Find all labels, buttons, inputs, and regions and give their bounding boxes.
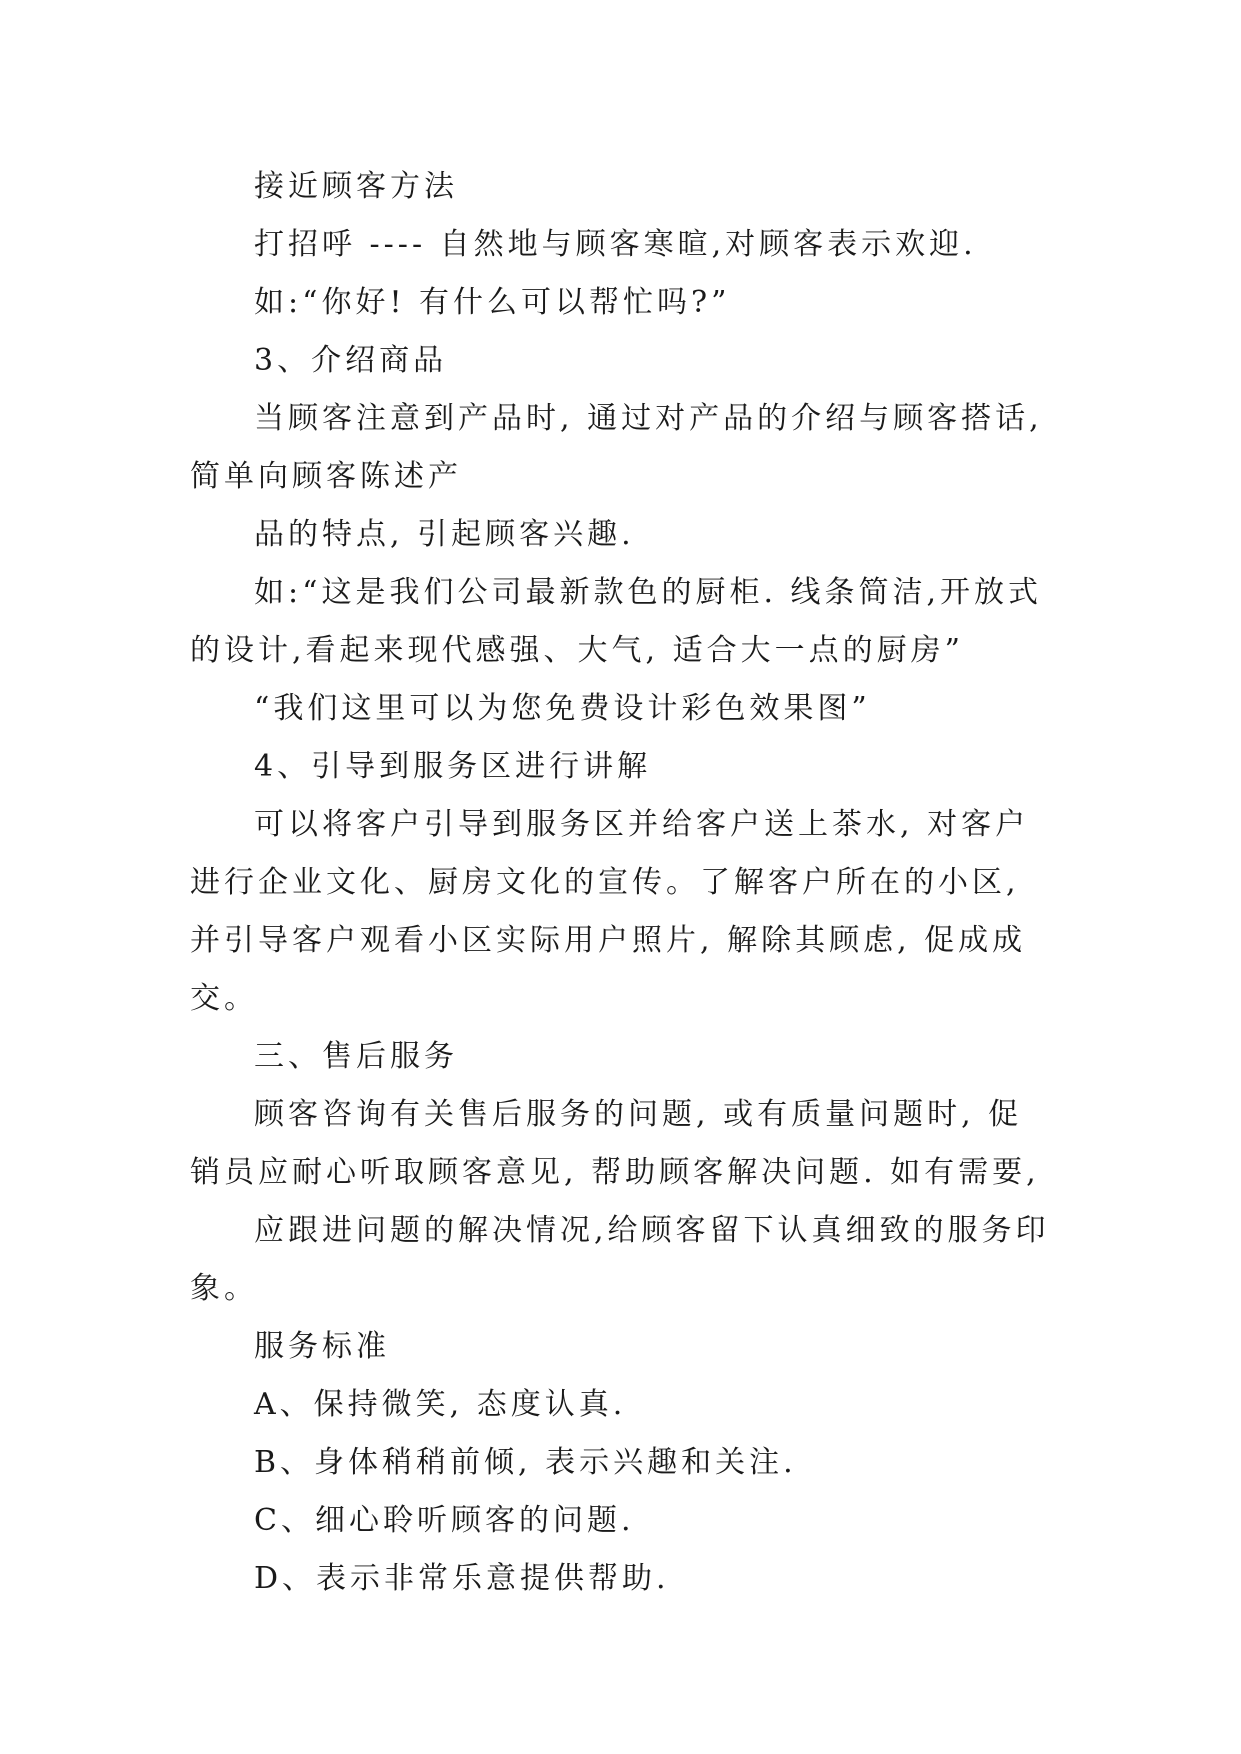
section-heading-after-sales: 三、售后服务 <box>254 1039 458 1074</box>
paragraph-approach-heading: 接近顾客方法 <box>254 169 458 204</box>
section-heading-service-standards: 服务标准 <box>254 1329 390 1364</box>
paragraph-greeting-example: 如:“你好! 有什么可以帮忙吗?” <box>254 285 731 320</box>
list-item-standard-b: B、身体稍稍前倾, 表示兴趣和关注. <box>254 1445 797 1480</box>
paragraph-introduce-product: 当顾客注意到产品时, 通过对产品的介绍与顾客搭话, 简单向顾客陈述产 <box>190 401 1057 494</box>
paragraph-follow-up: 应跟进问题的解决情况,给顾客留下认真细致的服务印象。 <box>190 1213 1050 1306</box>
section-heading-guide-service-area: 4、引导到服务区进行讲解 <box>254 749 652 784</box>
paragraph-product-example: 如:“这是我们公司最新款色的厨柜. 线条简洁,开放式的设计,看起来现代感强、大气, 适合大一点的厨房” <box>190 575 1043 668</box>
section-heading-introduce-product: 3、介绍商品 <box>254 343 448 378</box>
paragraph-greeting: 打招呼 ---- 自然地与顾客寒暄,对顾客表示欢迎. <box>254 227 977 262</box>
list-item-standard-d: D、表示非常乐意提供帮助. <box>254 1561 670 1596</box>
list-item-standard-a: A、保持微笑, 态度认真. <box>254 1387 627 1422</box>
paragraph-after-sales: 顾客咨询有关售后服务的问题, 或有质量问题时, 促销员应耐心听取顾客意见, 帮助顾客解决问题. 如有需要, <box>190 1097 1040 1190</box>
document-body <box>190 158 1057 1608</box>
paragraph-guide-service-area: 可以将客户引导到服务区并给客户送上茶水, 对客户进行企业文化、厨房文化的宣传。了解客户所在的小区, 并引导客户观看小区实际用户照片, 解除其顾虑, 促成成交。 <box>190 807 1034 1016</box>
paragraph-design-offer: “我们这里可以为您免费设计彩色效果图” <box>254 691 871 726</box>
paragraph-product-features: 品的特点, 引起顾客兴趣. <box>254 517 635 552</box>
list-item-standard-c: C、细心聆听顾客的问题. <box>254 1503 635 1538</box>
